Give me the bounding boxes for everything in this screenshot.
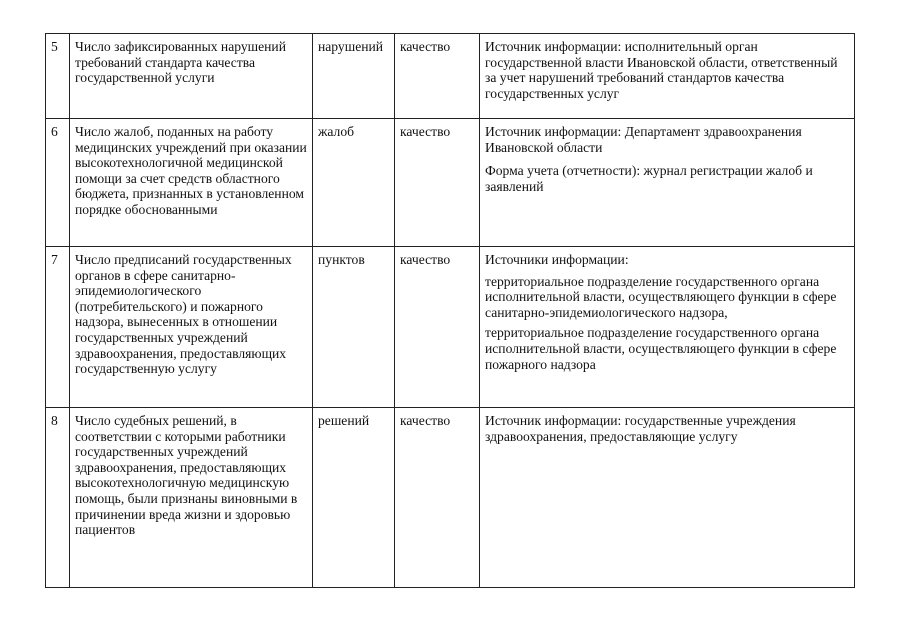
indicator-source — [480, 247, 855, 408]
row-number: 5 — [46, 34, 70, 119]
source-line: Источник информации: Департамент здравоохранения Ивановской области — [485, 124, 802, 155]
source-line: Форма учета (отчетности): журнал регистрации жалоб и заявлений — [485, 163, 813, 194]
indicator-kind: качество — [395, 408, 480, 588]
indicator-kind: качество — [395, 119, 480, 247]
table-row — [46, 247, 855, 408]
table-row — [46, 34, 855, 119]
indicator-unit: нарушений — [313, 34, 395, 119]
indicator-kind: качество — [395, 247, 480, 408]
indicator-unit: жалоб — [313, 119, 395, 247]
source-line: Источники информации: — [485, 252, 629, 267]
indicator-name: Число жалоб, поданных на работу медицинских учреждений при оказании высокотехнологичной медицинской помощи за счет средств областного бюджета, признанных в установленном порядке обоснованными — [70, 119, 313, 247]
indicator-kind: качество — [395, 34, 480, 119]
indicator-unit: решений — [313, 408, 395, 588]
indicator-name: Число судебных решений, в соответствии с которыми работники государственных учреждений здравоохранения, предоставляющих высокотехнологичную медицинскую помощь, были признаны виновными в причинении вреда жизни и здоровью пациентов — [70, 408, 313, 588]
row-number: 8 — [46, 408, 70, 588]
row-number: 7 — [46, 247, 70, 408]
row-number: 6 — [46, 119, 70, 247]
indicator-source — [480, 408, 855, 588]
table-row — [46, 119, 855, 247]
indicator-unit: пунктов — [313, 247, 395, 408]
indicator-source — [480, 119, 855, 247]
source-line: Источник информации: государственные учреждения здравоохранения, предоставляющие услугу — [485, 413, 796, 444]
source-line: Источник информации: исполнительный орган государственной власти Ивановской области, ответственный за учет нарушений требований стандартов качества государственных услуг — [485, 39, 838, 101]
table-row — [46, 408, 855, 588]
indicators-table — [45, 33, 855, 588]
indicator-name: Число предписаний государственных органов в сфере санитарно-эпидемиологического (потребительского) и пожарного надзора, вынесенных в отношении государственных учреждений здравоохранения, предоставляющих государственную услугу — [70, 247, 313, 408]
source-line: территориальное подразделение государственного органа исполнительной власти, осуществляющего функции в сфере пожарного надзора — [485, 325, 837, 372]
indicator-name: Число зафиксированных нарушений требований стандарта качества государственной услуги — [70, 34, 313, 119]
indicator-source — [480, 34, 855, 119]
source-line: территориальное подразделение государственного органа исполнительной власти, осуществляющего функции в сфере санитарно-эпидемиологического надзора, — [485, 273, 837, 320]
